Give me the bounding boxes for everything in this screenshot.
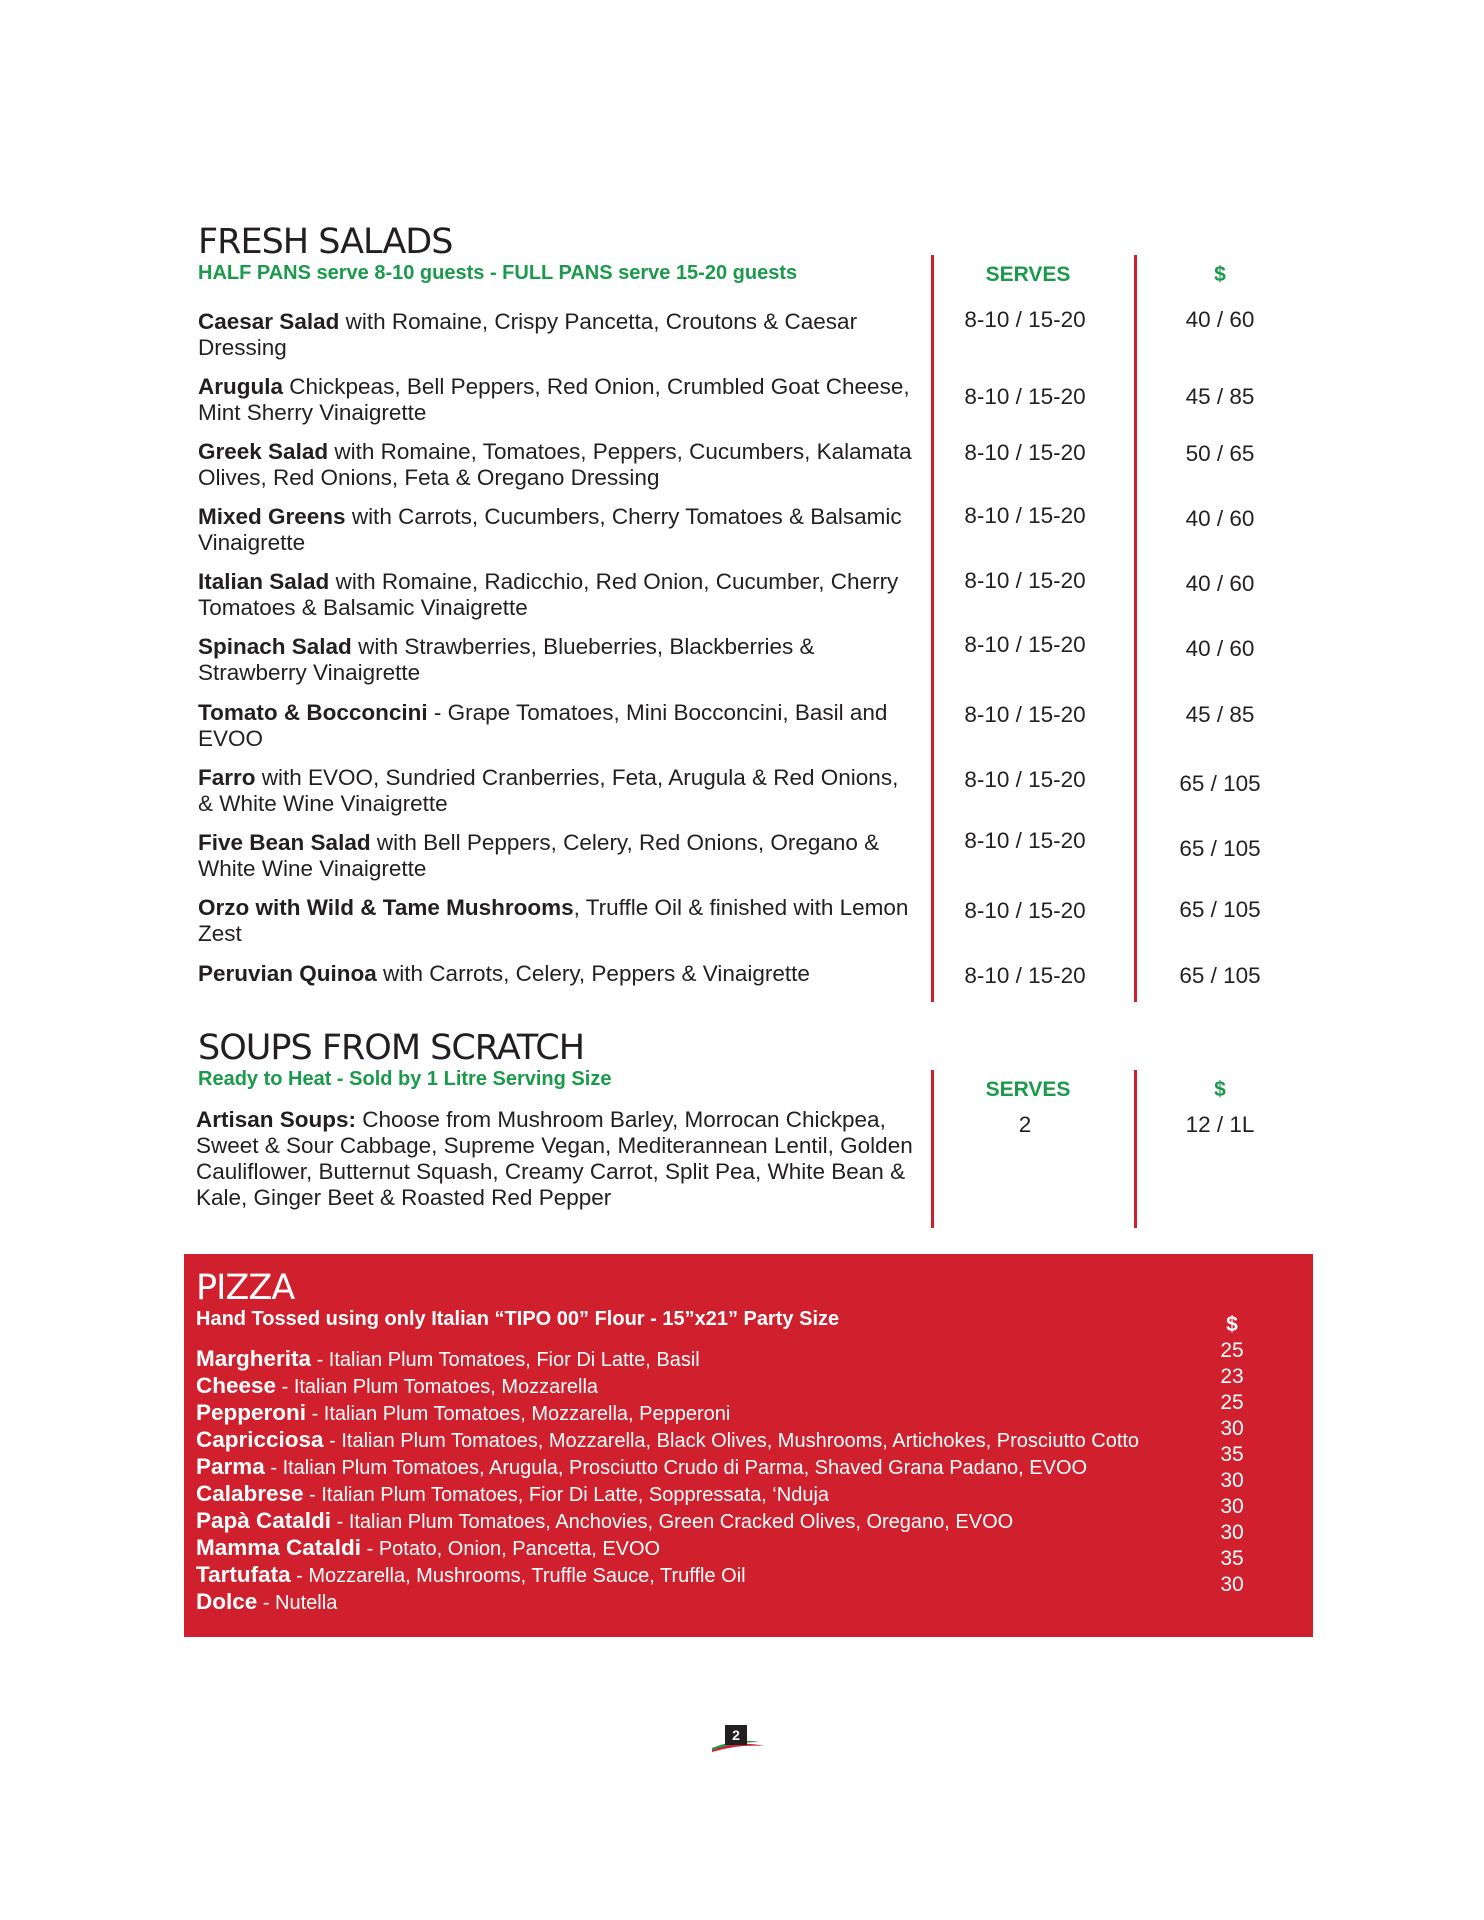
pizza-item (196, 1400, 1196, 1427)
salad-item-name: Greek Salad (198, 439, 329, 464)
salads-serves-header: SERVES (985, 263, 1071, 286)
salad-item-name: Spinach Salad (198, 634, 352, 659)
salad-item-desc: with Carrots, Cucumbers, Cherry Tomatoes & Balsamic Vinaigrette (198, 504, 902, 555)
pizza-item-name: Capricciosa (196, 1427, 324, 1452)
salad-item-desc: with Carrots, Celery, Peppers & Vinaigrette (376, 961, 810, 986)
salad-item (198, 569, 918, 621)
soup-item (196, 1107, 936, 1211)
pizza-item-price: 25 (1220, 1391, 1244, 1414)
salad-item-serves: 8-10 / 15-20 (964, 307, 1086, 332)
salad-item-serves: 8-10 / 15-20 (964, 963, 1086, 988)
pizza-item (196, 1454, 1196, 1481)
pizza-panel (184, 1254, 1313, 1637)
salads-price-header: $ (1214, 263, 1226, 286)
pizza-item-name: Calabrese (196, 1481, 304, 1506)
salad-item-price: 65 / 105 (1179, 963, 1261, 988)
salad-item-price: 45 / 85 (1185, 384, 1255, 409)
soup-serves: 2 (1018, 1112, 1032, 1137)
salad-item-price: 65 / 105 (1179, 771, 1261, 796)
salads-divider-left (931, 255, 934, 1002)
soups-price-header: $ (1214, 1078, 1226, 1101)
salad-item-price: 40 / 60 (1185, 636, 1255, 661)
salad-item-desc: with EVOO, Sundried Cranberries, Feta, Arugula & Red Onions, & White Wine Vinaigrette (198, 765, 899, 816)
pizza-item-desc: - Italian Plum Tomatoes, Mozzarella (276, 1376, 599, 1398)
salad-item-serves: 8-10 / 15-20 (964, 568, 1086, 593)
salad-item-desc: - Grape Tomatoes, Mini Bocconcini, Basil and EVOO (198, 700, 888, 751)
salad-item-serves: 8-10 / 15-20 (964, 898, 1086, 923)
soups-serves-header: SERVES (985, 1078, 1071, 1101)
pizza-price-header: $ (1226, 1313, 1238, 1336)
soup-price: 12 / 1L (1185, 1112, 1255, 1137)
pizza-item-name: Parma (196, 1454, 265, 1479)
salad-item (198, 830, 918, 882)
pizza-item-price: 35 (1220, 1547, 1244, 1570)
pizza-item-desc: - Italian Plum Tomatoes, Fior Di Latte, Soppressata, ‘Nduja (303, 1484, 830, 1506)
pizza-item-desc: - Italian Plum Tomatoes, Fior Di Latte, Basil (311, 1349, 700, 1371)
salad-item-serves: 8-10 / 15-20 (964, 632, 1086, 657)
pizza-item-name: Tartufata (196, 1562, 291, 1587)
salad-item-serves: 8-10 / 15-20 (964, 767, 1086, 792)
pizza-item-price: 23 (1220, 1365, 1244, 1388)
pizza-item (196, 1589, 1196, 1616)
pizza-item (196, 1346, 1196, 1373)
salad-item (198, 309, 918, 361)
salad-item (198, 504, 918, 556)
pizza-item (196, 1481, 1196, 1508)
salad-item-desc: with Bell Peppers, Celery, Red Onions, Oregano & White Wine Vinaigrette (198, 830, 880, 881)
salad-item (198, 961, 918, 987)
pizza-item-name: Pepperoni (196, 1400, 307, 1425)
salad-item-name: Five Bean Salad (198, 830, 371, 855)
salad-item-desc: with Romaine, Crispy Pancetta, Croutons & Caesar Dressing (198, 309, 858, 360)
salad-item-name: Peruvian Quinoa (198, 961, 377, 986)
soup-item-name: Artisan Soups: (196, 1107, 357, 1132)
pizza-item-desc: - Italian Plum Tomatoes, Arugula, Prosciutto Crudo di Parma, Shaved Grana Padano, EVOO (264, 1457, 1088, 1479)
salad-item-serves: 8-10 / 15-20 (964, 384, 1086, 409)
salad-item-price: 65 / 105 (1179, 836, 1261, 861)
pizza-item (196, 1508, 1196, 1535)
pizza-item-name: Papà Cataldi (196, 1508, 332, 1533)
salads-subtitle: HALF PANS serve 8-10 guests - FULL PANS serve 15-20 guests (198, 262, 798, 284)
pizza-item (196, 1373, 1196, 1400)
salad-item-name: Mixed Greens (198, 504, 346, 529)
pizza-item-desc: - Mozzarella, Mushrooms, Truffle Sauce, Truffle Oil (290, 1565, 746, 1587)
salad-item-name: Arugula (198, 374, 284, 399)
pizza-title: PIZZA (196, 1268, 295, 1308)
salad-item-desc: with Romaine, Tomatoes, Peppers, Cucumbers, Kalamata Olives, Red Onions, Feta & Oregano Dressing (198, 439, 912, 490)
salad-item-desc: , Truffle Oil & finished with Lemon Zest (198, 895, 909, 946)
salad-item-price: 45 / 85 (1185, 702, 1255, 727)
soups-subtitle: Ready to Heat - Sold by 1 Litre Serving Size (198, 1068, 612, 1090)
soups-title: SOUPS FROM SCRATCH (198, 1028, 585, 1068)
pizza-list (196, 1346, 1196, 1616)
pizza-subtitle: Hand Tossed using only Italian “TIPO 00” Flour - 15”x21” Party Size (196, 1308, 840, 1330)
salad-item-name: Farro (198, 765, 256, 790)
salads-title: FRESH SALADS (198, 222, 453, 262)
salad-item-price: 50 / 65 (1185, 441, 1255, 466)
page-number: 2 (725, 1725, 747, 1745)
pizza-item-name: Dolce (196, 1589, 258, 1614)
salad-item-price: 40 / 60 (1185, 307, 1255, 332)
soups-divider-right (1134, 1070, 1137, 1228)
pizza-item-name: Margherita (196, 1346, 312, 1371)
pizza-item-desc: - Potato, Onion, Pancetta, EVOO (361, 1538, 661, 1560)
pizza-item-price: 30 (1220, 1495, 1244, 1518)
salad-item (198, 439, 918, 491)
pizza-item-price: 30 (1220, 1417, 1244, 1440)
salad-item-name: Italian Salad (198, 569, 330, 594)
salad-item-name: Orzo with Wild & Tame Mushrooms (198, 895, 574, 920)
salads-divider-right (1134, 255, 1137, 1002)
pizza-item-price: 30 (1220, 1469, 1244, 1492)
salad-item-desc: with Romaine, Radicchio, Red Onion, Cucumber, Cherry Tomatoes & Balsamic Vinaigrette (198, 569, 899, 620)
salad-item (198, 765, 918, 817)
pizza-item-desc: - Italian Plum Tomatoes, Mozzarella, Black Olives, Mushrooms, Artichokes, Prosciutto Cotto (323, 1430, 1140, 1452)
salad-item-price: 65 / 105 (1179, 897, 1261, 922)
pizza-item-price: 35 (1220, 1443, 1244, 1466)
pizza-item (196, 1562, 1196, 1589)
salad-item-serves: 8-10 / 15-20 (964, 503, 1086, 528)
soup-item-desc: Choose from Mushroom Barley, Morrocan Chickpea, Sweet & Sour Cabbage, Supreme Vegan, Mediterannean Lentil, Golden Cauliflower, Butternut Squash, Creamy Carrot, Split Pea, White Bean & Kale, Ginger Beet & Roasted Red Pepper (196, 1107, 913, 1210)
pizza-item (196, 1535, 1196, 1562)
salad-item-desc: with Strawberries, Blueberries, Blackberries & Strawberry Vinaigrette (198, 634, 815, 685)
salad-item (198, 895, 918, 947)
pizza-item-desc: - Italian Plum Tomatoes, Anchovies, Green Cracked Olives, Oregano, EVOO (331, 1511, 1014, 1533)
salad-item-price: 40 / 60 (1185, 506, 1255, 531)
pizza-item-name: Mamma Cataldi (196, 1535, 362, 1560)
pizza-item-desc: - Italian Plum Tomatoes, Mozzarella, Pepperoni (306, 1403, 731, 1425)
salad-item-desc: Chickpeas, Bell Peppers, Red Onion, Crumbled Goat Cheese, Mint Sherry Vinaigrette (198, 374, 910, 425)
salad-item (198, 374, 918, 426)
pizza-item-price: 30 (1220, 1573, 1244, 1596)
pizza-prices (1202, 1312, 1262, 1598)
salad-item-serves: 8-10 / 15-20 (964, 440, 1086, 465)
salad-item-name: Caesar Salad (198, 309, 340, 334)
salad-item-price: 40 / 60 (1185, 571, 1255, 596)
pizza-item-price: 30 (1220, 1521, 1244, 1544)
pizza-item-desc: - Nutella (257, 1592, 338, 1614)
salad-item-serves: 8-10 / 15-20 (964, 702, 1086, 727)
pizza-item (196, 1427, 1196, 1454)
salad-item (198, 634, 918, 686)
salad-item (198, 700, 918, 752)
salad-item-name: Tomato & Bocconcini (198, 700, 428, 725)
pizza-item-name: Cheese (196, 1373, 277, 1398)
salad-item-serves: 8-10 / 15-20 (964, 828, 1086, 853)
pizza-item-price: 25 (1220, 1339, 1244, 1362)
